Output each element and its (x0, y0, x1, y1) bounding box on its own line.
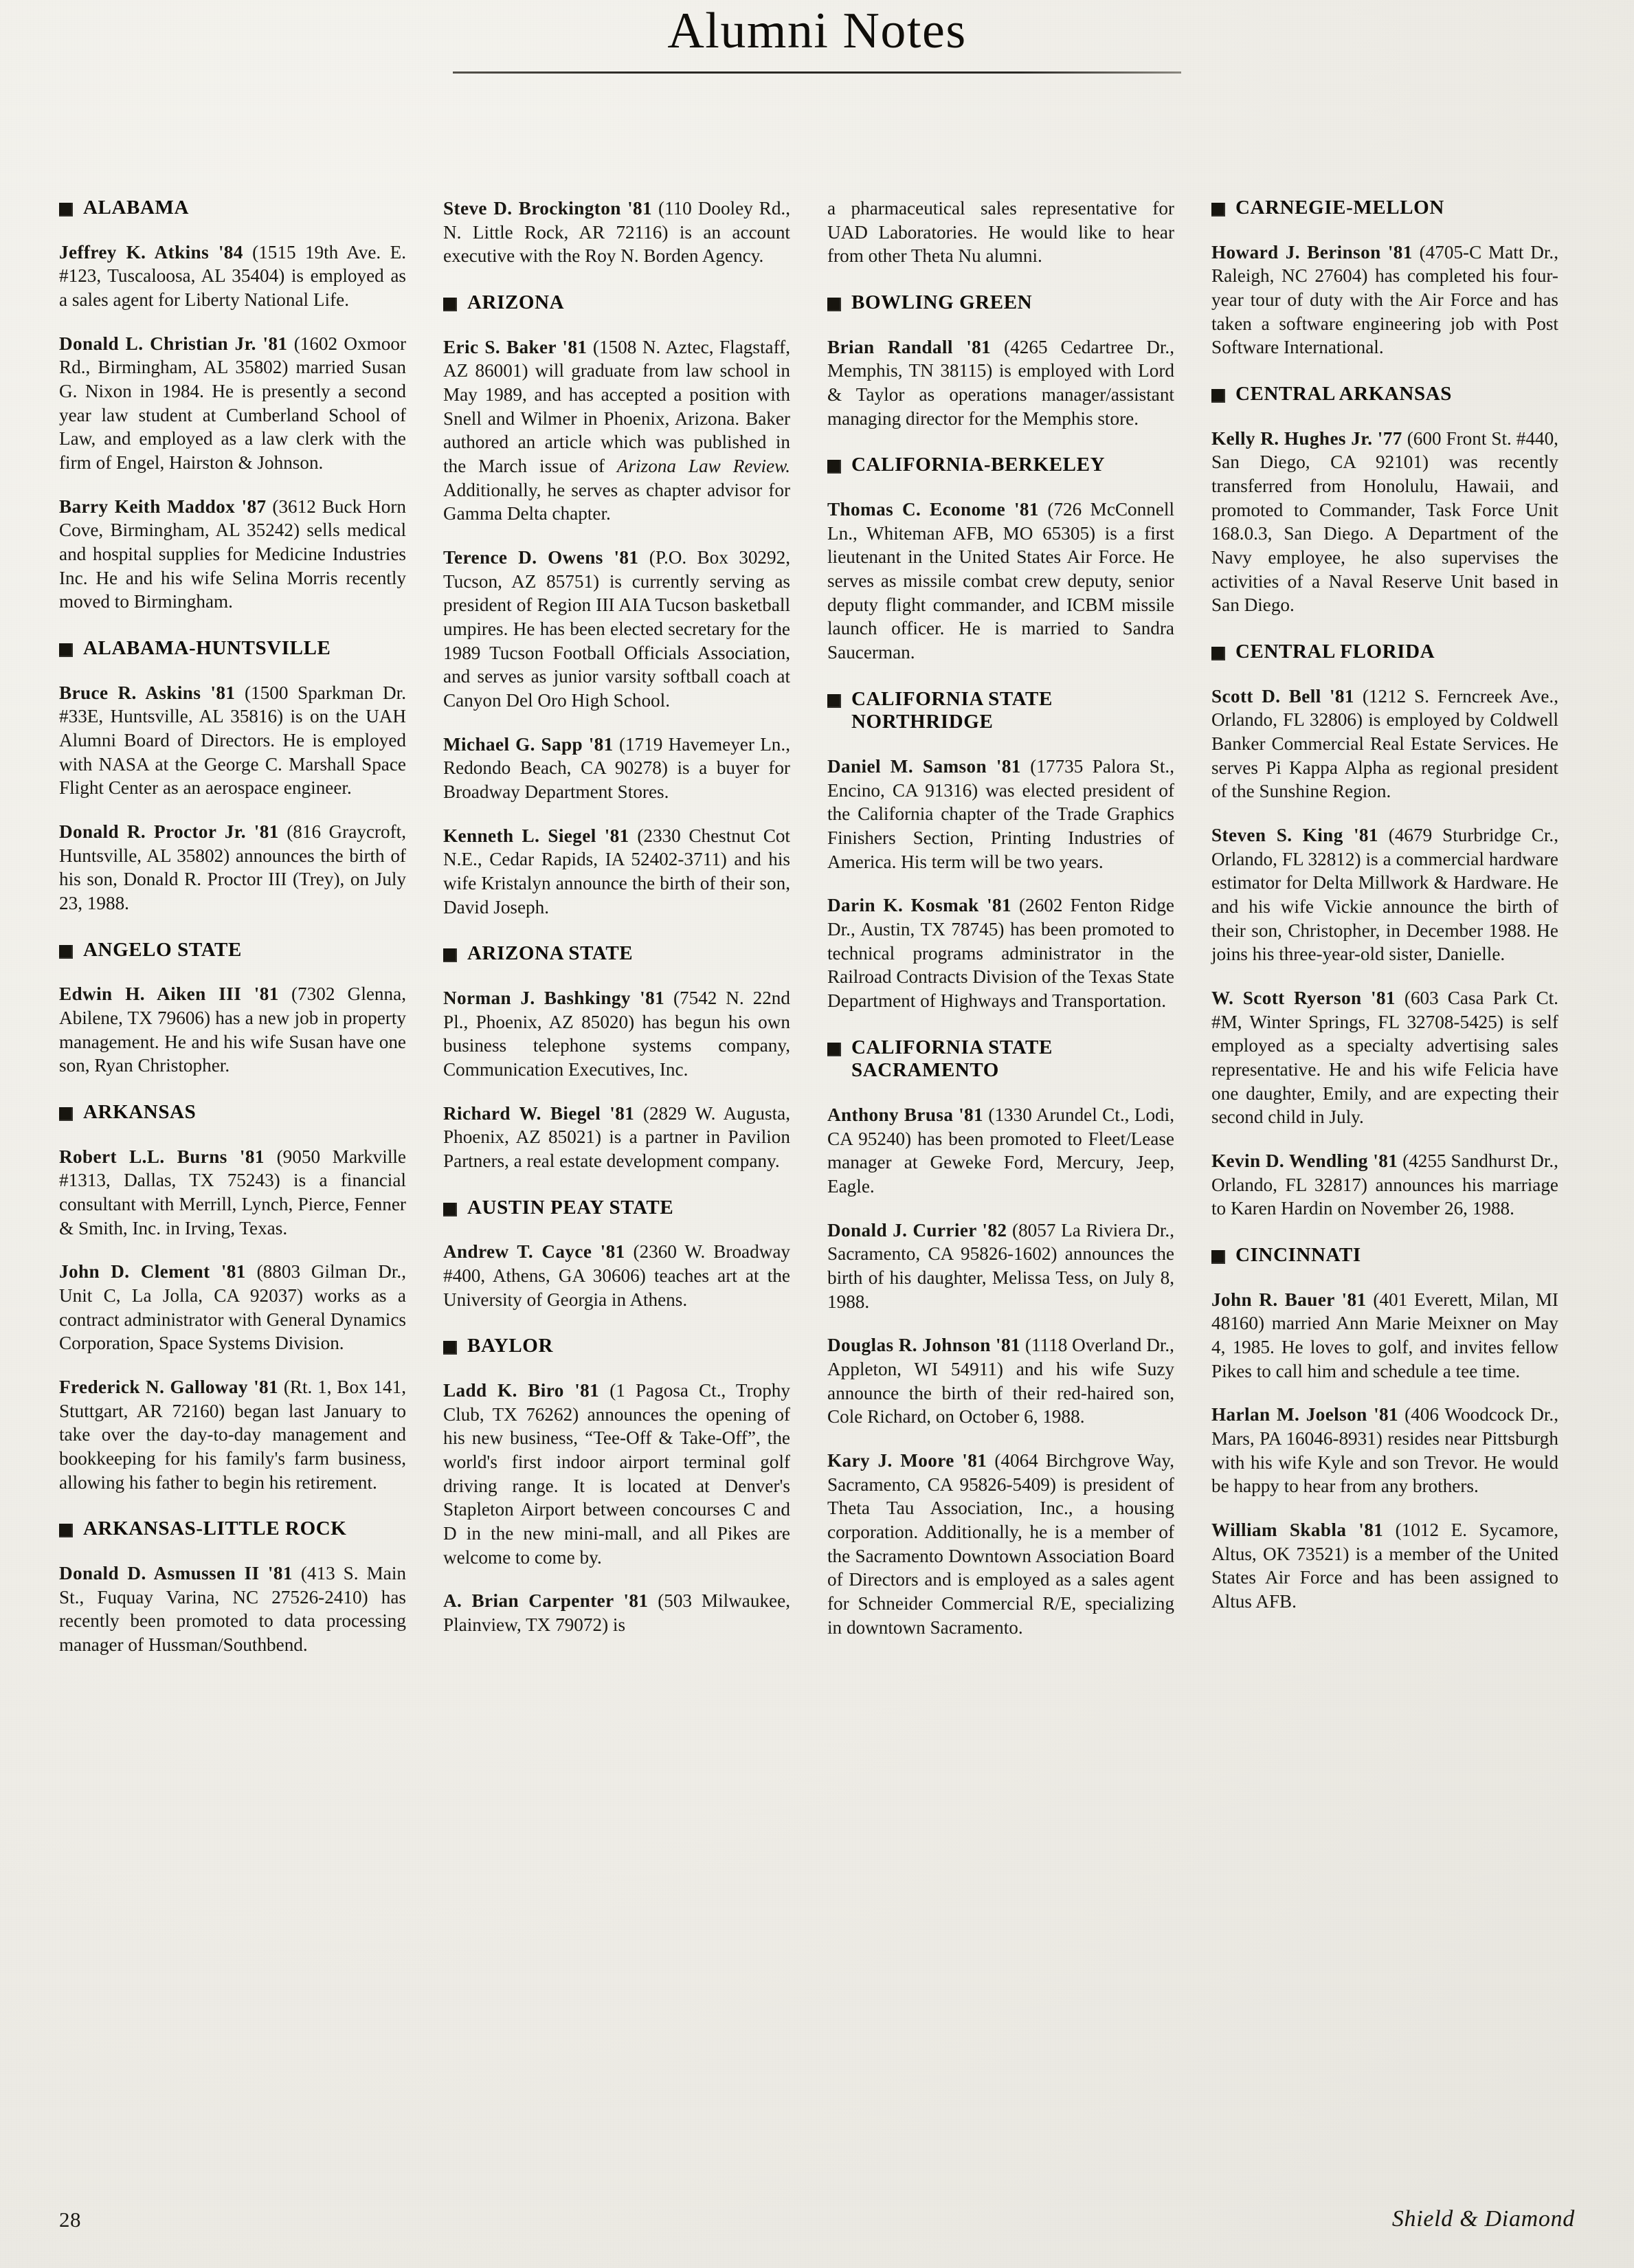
square-bullet-icon (827, 694, 841, 708)
alumni-note (443, 1240, 790, 1311)
alumni-note-body: (1118 Overland Dr., Appleton, WI 54911) and his wife Suzy announce the birth of their red-haired son, Cole Richard, on October 6, 1988. (827, 1335, 1174, 1427)
alumni-note-body: (503 Milwaukee, Plainview, TX 79072) is (443, 1590, 790, 1636)
alumni-name: Scott D. Bell '81 (1211, 685, 1354, 707)
alumni-note (827, 755, 1174, 874)
alumni-note (443, 1589, 790, 1636)
chapter-heading (59, 637, 406, 660)
chapter-heading (1211, 641, 1558, 664)
column-4 (1211, 197, 1558, 1614)
alumni-note-body: (406 Woodcock Dr., Mars, PA 16046-8931) resides near Pittsburgh with his wife Kyle and son Trevor. He would be happy to hear from any brothers. (1211, 1404, 1558, 1497)
square-bullet-icon (443, 948, 457, 962)
alumni-name: Michael G. Sapp '81 (443, 733, 614, 755)
alumni-note (59, 495, 406, 614)
alumni-note (59, 1375, 406, 1494)
chapter-heading (827, 1036, 1174, 1082)
alumni-note-body: (816 Graycroft, Huntsville, AL 35802) announces the birth of his son, Donald R. Proctor III (Trey), on July 23, 1988. (59, 821, 406, 914)
chapter-heading-label: ARIZONA STATE (467, 942, 634, 965)
alumni-note (1211, 823, 1558, 966)
alumni-note (443, 733, 790, 804)
square-bullet-icon (443, 1341, 457, 1355)
alumni-note (827, 1103, 1174, 1199)
alumni-name: Thomas C. Econome '81 (827, 498, 1039, 520)
alumni-note (827, 498, 1174, 665)
chapter-heading-label: CENTRAL FLORIDA (1235, 640, 1435, 663)
alumni-note (1211, 241, 1558, 359)
alumni-note (1211, 427, 1558, 617)
alumni-note-body: a pharmaceutical sales representative for UAD Laboratories. He would like to hear from other Theta Nu alumni. (827, 198, 1174, 267)
chapter-heading-label: ARKANSAS-LITTLE ROCK (83, 1517, 347, 1540)
chapter-heading (59, 1101, 406, 1124)
alumni-name: John R. Bauer '81 (1211, 1289, 1367, 1310)
alumni-note-body: (1 Pagosa Ct., Trophy Club, TX 76262) announces the opening of his new business, “Tee-Off & Take-Off”, the world's first indoor airport terminal golf driving range. It is located at Denver's Stapleton Airport between concourses C and D in the new mini-mall, and all Pikes are welcome to come by. (443, 1380, 790, 1568)
chapter-heading-label: CALIFORNIA STATE NORTHRIDGE (851, 687, 1053, 733)
column-3 (827, 197, 1174, 1639)
chapter-heading-label: ALABAMA-HUNTSVILLE (83, 637, 331, 660)
chapter-heading-label: ARKANSAS (83, 1101, 197, 1124)
alumni-note-body: (110 Dooley Rd., N. Little Rock, AR 72116) is an account executive with the Roy N. Borden Agency. (443, 198, 791, 267)
chapter-heading (827, 688, 1174, 734)
alumni-name: Barry Keith Maddox '87 (59, 496, 267, 517)
square-bullet-icon (59, 203, 73, 216)
alumni-note (1211, 1403, 1558, 1498)
alumni-note (1211, 685, 1558, 803)
alumni-name: Robert L.L. Burns '81 (59, 1146, 265, 1167)
alumni-name: William Skabla '81 (1211, 1520, 1384, 1541)
square-bullet-icon (59, 643, 73, 657)
alumni-name: Harlan M. Joelson '81 (1211, 1404, 1399, 1425)
alumni-name: Richard W. Biegel '81 (443, 1102, 635, 1124)
alumni-name: Kelly R. Hughes Jr. '77 (1211, 427, 1402, 449)
alumni-note (827, 197, 1174, 268)
alumni-note (443, 1102, 790, 1173)
alumni-note (59, 1145, 406, 1241)
article-columns (59, 197, 1578, 1657)
chapter-heading (1211, 197, 1558, 220)
alumni-note-body: (7302 Glenna, Abilene, TX 79606) has a new job in property management. He and his wife Susan have one son, Ryan Christopher. (59, 983, 406, 1076)
chapter-heading-label: BAYLOR (467, 1335, 554, 1357)
chapter-heading-label: AUSTIN PEAY STATE (467, 1196, 674, 1219)
alumni-name: Daniel M. Samson '81 (827, 755, 1021, 777)
alumni-note (443, 546, 790, 713)
square-bullet-icon (59, 1524, 73, 1537)
alumni-name: Donald J. Currier '82 (827, 1219, 1007, 1241)
page-number: 28 (59, 2208, 81, 2232)
alumni-note (59, 982, 406, 1078)
alumni-name: Ladd K. Biro '81 (443, 1380, 600, 1401)
chapter-heading-label: CINCINNATI (1235, 1244, 1361, 1267)
page-footer (0, 2199, 1634, 2232)
alumni-name: Norman J. Bashkingy '81 (443, 988, 665, 1009)
publication-citation: Arizona Law Review. (616, 456, 790, 476)
alumni-note-body: (413 S. Main St., Fuquay Varina, NC 27526-2410) has recently been promoted to data processing manager of Hussman/Southbend. (59, 1563, 407, 1656)
alumni-name: Edwin H. Aiken III '81 (59, 983, 279, 1005)
alumni-note-body: (Rt. 1, Box 141, Stuttgart, AR 72160) began last January to take over the day-to-day management and bookkeeping for his family's farm business, allowing his father to begin his retirement. (59, 1377, 406, 1493)
chapter-heading-label: BOWLING GREEN (851, 291, 1033, 314)
alumni-name: Kevin D. Wendling '81 (1211, 1150, 1398, 1172)
square-bullet-icon (59, 1107, 73, 1121)
alumni-note-body: (726 McConnell Ln., Whiteman AFB, MO 65305) is a first lieutenant in the United States Air Force. He serves as missile combat crew deputy, senior deputy flight commander, and ICBM missile launch officer. He is married to Sandra Saucerman. (827, 498, 1174, 663)
alumni-name: W. Scott Ryerson '81 (1211, 988, 1396, 1008)
alumni-note (1211, 1149, 1558, 1221)
column-2 (443, 197, 790, 1637)
alumni-note-body: (4679 Sturbridge Cr., Orlando, FL 32812) is a commercial hardware estimator for Delta Millwork & Hardware. He and his wife Vickie announce the birth of their son, Christopher, in December 1988. He joins his three-year-old sister, Danielle. (1211, 824, 1558, 965)
column-1 (59, 197, 406, 1657)
chapter-heading (443, 291, 790, 315)
chapter-heading-label: CENTRAL ARKANSAS (1235, 382, 1452, 405)
alumni-note-body: (1330 Arundel Ct., Lodi, CA 95240) has been promoted to Fleet/Lease manager at Geweke Ford, Mercury, Jeep, Eagle. (827, 1104, 1174, 1197)
alumni-name: Douglas R. Johnson '81 (827, 1335, 1020, 1356)
chapter-heading (443, 1197, 790, 1220)
publication-title: Shield & Diamond (1391, 2206, 1575, 2232)
alumni-note (827, 1333, 1174, 1429)
alumni-note-body: (2829 W. Augusta, Phoenix, AZ 85021) is a partner in Pavilion Partners, a real estate development company. (443, 1102, 791, 1172)
chapter-heading (443, 942, 790, 966)
chapter-heading (827, 454, 1174, 477)
alumni-note-body: (8803 Gilman Dr., Unit C, La Jolla, CA 92037) works as a contract administrator with General Dynamics Corporation, Space Systems Division. (59, 1261, 407, 1354)
alumni-note-body: (1212 S. Ferncreek Ave., Orlando, FL 32806) is employed by Coldwell Banker Commercial Real Estate Services. He serves Pi Kappa Alpha as regional president of the Sunshine Region. (1211, 685, 1558, 802)
square-bullet-icon (443, 298, 457, 311)
chapter-heading (827, 291, 1174, 315)
alumni-note (1211, 986, 1558, 1129)
alumni-note-body: (17735 Palora St., Encino, CA 91316) was elected president of the California chapter of the Trade Graphics Finishers Section, Printing Industries of America. His term will be two years. (827, 755, 1174, 872)
alumni-note-body: (2602 Fenton Ridge Dr., Austin, TX 78745) has been promoted to technical programs administrator in the Railroad Contracts Division of the Texas State Department of Highways and Transportation. (827, 895, 1174, 1011)
alumni-note-body: (1012 E. Sycamore, Altus, OK 73521) is a member of the United States Air Force and has been assigned to Altus AFB. (1211, 1520, 1558, 1612)
alumni-note-body: (1515 19th Ave. E. #123, Tuscaloosa, AL 35404) is employed as a sales agent for Liberty National Life. (59, 241, 406, 310)
alumni-note-body: (1500 Sparkman Dr. #33E, Huntsville, AL 35816) is on the UAH Alumni Board of Directors. He is employed with NASA at the George C. Marshall Space Flight Center as an aerospace engineer. (59, 682, 406, 799)
chapter-heading (1211, 1244, 1558, 1267)
masthead-rule (453, 71, 1181, 74)
alumni-note-body: (1719 Havemeyer Ln., Redondo Beach, CA 90278) is a buyer for Broadway Department Stores. (443, 733, 790, 803)
alumni-note (1211, 1288, 1558, 1383)
alumni-note-body: (2360 W. Broadway #400, Athens, GA 30606) teaches art at the University of Georgia in Athens. (443, 1241, 791, 1310)
alumni-note (443, 824, 790, 920)
alumni-name: Anthony Brusa '81 (827, 1104, 984, 1125)
alumni-name: Donald D. Asmussen II '81 (59, 1563, 293, 1583)
chapter-heading (1211, 383, 1558, 406)
alumni-note-body: (7542 N. 22nd Pl., Phoenix, AZ 85020) has begun his own business telephone systems company, Communication Executives, Inc. (443, 988, 790, 1080)
chapter-heading-label: CARNEGIE-MELLON (1235, 197, 1444, 219)
chapter-heading-label: ALABAMA (83, 197, 190, 219)
alumni-note (443, 986, 790, 1082)
alumni-name: Jeffrey K. Atkins '84 (59, 241, 243, 263)
alumni-note-body: (4705-C Matt Dr., Raleigh, NC 27604) has completed his four-year tour of duty with the Air Force and has taken a software engineering job with Post Software International. (1211, 241, 1559, 358)
chapter-heading-label: CALIFORNIA STATE SACRAMENTO (851, 1036, 1053, 1082)
alumni-note (443, 1379, 790, 1569)
alumni-note (59, 681, 406, 800)
chapter-heading-label: CALIFORNIA-BERKELEY (851, 454, 1106, 476)
alumni-name: Donald L. Christian Jr. '81 (59, 333, 288, 354)
alumni-name: Frederick N. Galloway '81 (59, 1377, 279, 1398)
alumni-note-body: (600 Front St. #440, San Diego, CA 92101) was recently transferred from Honolulu, Hawaii, and promoted to Commander, Task Force Unit 168.0.3, San Diego. A Department of the Navy employee, he also supervises the activities of a Naval Reserve Unit based in San Diego. (1211, 427, 1558, 616)
chapter-heading-label: ANGELO STATE (83, 938, 242, 961)
alumni-note-body: (603 Casa Park Ct. #M, Winter Springs, FL 32708-5425) is self employed as a specialty advertising sales representative. He and his wife Felicia have one daughter, Emily, and are expecting their second child in July. (1211, 988, 1558, 1128)
alumni-name: A. Brian Carpenter '81 (443, 1590, 649, 1612)
alumni-note-body: (8057 La Riviera Dr., Sacramento, CA 95826-1602) announces the birth of his daughter, Melissa Tess, on July 8, 1988. (827, 1219, 1175, 1312)
alumni-name: Steve D. Brockington '81 (443, 198, 653, 219)
square-bullet-icon (1211, 1250, 1225, 1264)
alumni-note (59, 1260, 406, 1355)
alumni-name: Andrew T. Cayce '81 (443, 1241, 625, 1263)
alumni-name: Eric S. Baker '81 (443, 336, 587, 357)
alumni-note (443, 197, 790, 268)
alumni-note (827, 893, 1174, 1012)
alumni-note-body: (4265 Cedartree Dr., Memphis, TN 38115) is employed with Lord & Taylor as operations manager/assistant managing director for the Memphis store. (827, 336, 1174, 429)
alumni-name: John D. Clement '81 (59, 1261, 246, 1282)
alumni-name: Kary J. Moore '81 (827, 1449, 987, 1471)
masthead (0, 5, 1634, 74)
alumni-note (827, 1219, 1174, 1314)
alumni-note (443, 335, 790, 526)
alumni-note-body-cont: Additionally, he serves as chapter advisor for Gamma Delta chapter. (443, 479, 790, 524)
alumni-note-body: (401 Everett, Milan, MI 48160) married Ann Marie Meixner on May 4, 1985. He loves to golf, and invites fellow Pikes to call him and schedule a tee time. (1211, 1289, 1558, 1381)
alumni-name: Kenneth L. Siegel '81 (443, 825, 629, 846)
alumni-note (827, 1449, 1174, 1639)
square-bullet-icon (1211, 389, 1225, 403)
alumni-name: Brian Randall '81 (827, 336, 992, 357)
square-bullet-icon (827, 298, 841, 311)
alumni-name: Donald R. Proctor Jr. '81 (59, 821, 279, 843)
alumni-note-body: (1508 N. Aztec, Flagstaff, AZ 86001) will graduate from law school in May 1989, and has accepted a position with Snell and Wilmer in Phoenix, Arizona. Baker authored an article which was published in the March issue of (443, 336, 790, 476)
chapter-heading (59, 197, 406, 220)
alumni-note (59, 241, 406, 312)
alumni-name: Steven S. King '81 (1211, 824, 1378, 845)
alumni-note (59, 820, 406, 915)
square-bullet-icon (1211, 203, 1225, 216)
alumni-note-body: (2330 Chestnut Cot N.E., Cedar Rapids, IA 52402-3711) and his wife Kristalyn announce the birth of their son, David Joseph. (443, 825, 790, 918)
square-bullet-icon (59, 945, 73, 959)
alumni-note (1211, 1518, 1558, 1614)
alumni-name: Terence D. Owens '81 (443, 547, 639, 568)
chapter-heading (59, 1517, 406, 1541)
alumni-name: Howard J. Berinson '81 (1211, 241, 1413, 263)
alumni-note-body: (4064 Birchgrove Way, Sacramento, CA 95826-5409) is president of Theta Tau Association, Inc., a housing corporation. Additionally, he is a member of the Sacramento Downtown Association Board of Directors and is employed as a sales agent for Schneider Commercial R/E, specializing in downtown Sacramento. (827, 1449, 1174, 1638)
square-bullet-icon (827, 460, 841, 474)
alumni-note (59, 332, 406, 475)
alumni-note-body: (4255 Sandhurst Dr., Orlando, FL 32817) announces his marriage to Karen Hardin on November 26, 1988. (1211, 1150, 1558, 1219)
alumni-note-body: (1602 Oxmoor Rd., Birmingham, AL 35802) married Susan G. Nixon in 1984. He is presently a second year law student at Cumberland School of Law, and employed as a law clerk with the firm of Engel, Hairston & Johnson. (59, 333, 407, 473)
alumni-note-body: (3612 Buck Horn Cove, Birmingham, AL 35242) sells medical and hospital supplies for Medicine Industries Inc. He and his wife Selina Morris recently moved to Birmingham. (59, 496, 406, 612)
alumni-name: Bruce R. Askins '81 (59, 682, 236, 703)
square-bullet-icon (827, 1043, 841, 1056)
alumni-note-body: (9050 Markville #1313, Dallas, TX 75243) is a financial consultant with Merrill, Lynch, Pierce, Fenner & Smith, Inc. in Irving, Texas. (59, 1146, 407, 1238)
alumni-note-body: (P.O. Box 30292, Tucson, AZ 85751) is currently serving as president of Region III AIA Tucson basketball umpires. He has been elected secretary for the 1989 Tucson Football Officials Association, and serves as junior varsity softball coach at Canyon Del Oro High School. (443, 547, 790, 711)
square-bullet-icon (443, 1203, 457, 1216)
chapter-heading (443, 1335, 790, 1358)
alumni-name: Darin K. Kosmak '81 (827, 895, 1012, 916)
chapter-heading (59, 939, 406, 962)
alumni-note (827, 335, 1174, 431)
alumni-note (59, 1561, 406, 1657)
chapter-heading-label: ARIZONA (467, 291, 565, 314)
square-bullet-icon (1211, 647, 1225, 660)
page-title: Alumni Notes (667, 3, 967, 59)
